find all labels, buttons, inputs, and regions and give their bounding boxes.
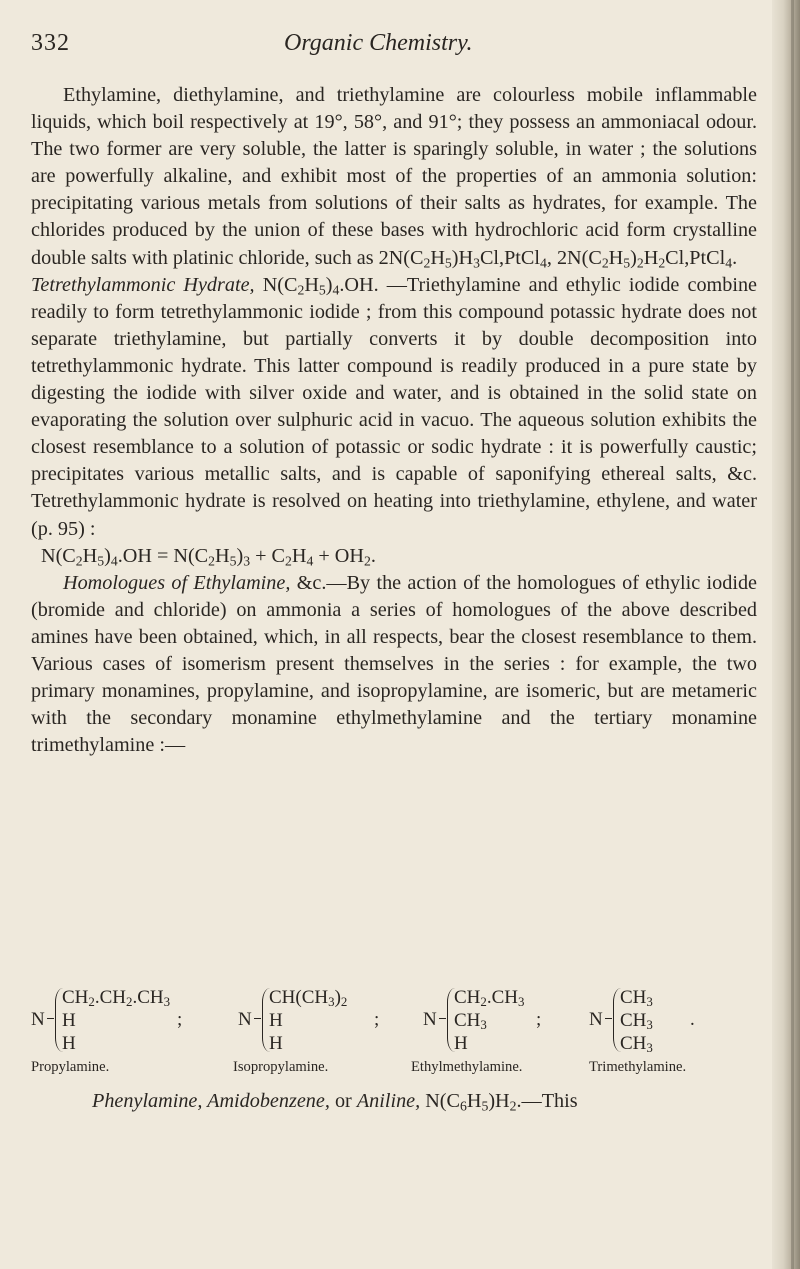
phenylamine-text: —This bbox=[521, 1090, 578, 1112]
paragraph-tetrethylammonic-hydrate bbox=[31, 272, 757, 543]
body-text bbox=[31, 82, 757, 759]
heading-homologues: Homologues of Ethylamine, bbox=[63, 571, 291, 594]
formula-separator: ; bbox=[374, 1009, 380, 1030]
substituent: $CH(CH_3)_2$ bbox=[269, 987, 348, 1010]
formula-separator: ; bbox=[536, 1009, 542, 1030]
tetrethylammonic-text: —Triethylamine and ethylic iodide combine readily to form tetrethylammonic iodide ; from this compound potassic hydrate does not separate triethylamine, but partially converts it by double decomposition into tetrethylammonic hydrate. This latter compound is readily produced in a pure state by digesting the iodide with silver oxide and water, and is obtained in the solid state on evaporating the solution over sulphuric acid in vacuo. The aqueous solution exhibits the closest resemblance to a solution of potassic or sodic hydrate : it is powerfully caustic; precipitates various metallic salts, and is capable of saponifying ethereal salts, &c. Tetrethylammonic hydrate is resolved on heating into triethylamine, ethylene, and water (p. 95) : bbox=[31, 273, 757, 540]
nitrogen-atom: N bbox=[589, 1009, 603, 1030]
phenylamine-line bbox=[92, 1090, 578, 1113]
substituent: H bbox=[269, 1033, 283, 1054]
formula-phenylamine: $N(C_6H_5)H_2$. bbox=[425, 1090, 522, 1114]
nitrogen-atom: N bbox=[423, 1009, 437, 1030]
substituent: H bbox=[454, 1033, 468, 1054]
substituent: $CH_3$ bbox=[620, 987, 653, 1010]
page-header bbox=[31, 30, 731, 70]
substituent: H bbox=[62, 1033, 76, 1054]
heading-aniline: Aniline, bbox=[356, 1090, 421, 1112]
formula-tetrethylammonic: $N(C_2H_5)_4.OH$. bbox=[262, 273, 379, 298]
nitrogen-atom: N bbox=[238, 1009, 252, 1030]
substituent: H bbox=[62, 1010, 76, 1031]
page-edge bbox=[772, 0, 800, 1269]
substituent: $CH_3$ bbox=[620, 1033, 653, 1056]
formula-separator: ; bbox=[177, 1009, 183, 1030]
formula-separator: . bbox=[690, 1009, 695, 1030]
substituent: $CH_2.CH_3$ bbox=[454, 987, 525, 1010]
formula-caption: Ethylmethylamine. bbox=[411, 1059, 523, 1075]
formula-caption: Propylamine. bbox=[31, 1059, 110, 1075]
substituent: $CH_2.CH_2.CH_3$ bbox=[62, 987, 171, 1010]
isomer-formulas bbox=[31, 988, 771, 1080]
paragraph-homologues bbox=[31, 570, 757, 760]
formula-caption: Trimethylamine. bbox=[589, 1059, 687, 1075]
decomposition-equation: $N(C_2H_5)_4.OH = N(C_2H_5)_3 + C_2H_4 + OH_2$. bbox=[41, 544, 376, 569]
heading-tetrethylammonic-hydrate: Tetrethylammonic Hydrate, bbox=[31, 273, 255, 296]
homologues-text: &c.—By the action of the homologues of ethylic iodide (bromide and chloride) on ammonia a series of homologues of the above described amines have been obtained, which, in all respects, bear the closest resemblance to them. Various cases of isomerism present themselves in the series : for example, the two primary monamines, propylamine, and isopropylamine, are isomeric, but are metameric with the secondary monamine ethylmethylamine and the tertiary monamine trimethylamine :— bbox=[31, 571, 757, 757]
nitrogen-atom: N bbox=[31, 1009, 45, 1030]
heading-phenylamine: Phenylamine, Amidobenzene, bbox=[92, 1090, 330, 1112]
connector-or: or bbox=[334, 1090, 352, 1112]
substituent: $CH_3$ bbox=[620, 1010, 653, 1033]
substituent: H bbox=[269, 1010, 283, 1031]
paragraph-amines-properties: Ethylamine, diethylamine, and triethylamine are colourless mobile inflammable liquids, which boil respectively at 19°, 58°, and 91°; they possess an ammoniacal odour. The two former are very soluble, the latter is sparingly soluble, in water ; the solutions are powerfully alkaline, and exhibit most of the properties of an ammonia solution: precipitating various metals from solutions of their salts as hydrates, for example. The chlorides produced by the union of these bases with hydrochloric acid form crystalline double salts with platinic chloride, such as $2N(C_2H_5)H_3Cl,PtCl_4$, $2N(C_2H_5)_2H_2Cl,PtCl_4$. bbox=[31, 84, 757, 270]
page-number: 332 bbox=[31, 30, 70, 56]
running-title: Organic Chemistry. bbox=[284, 30, 473, 56]
formula-caption: Isopropylamine. bbox=[233, 1059, 329, 1075]
substituent: $CH_3$ bbox=[454, 1010, 487, 1033]
